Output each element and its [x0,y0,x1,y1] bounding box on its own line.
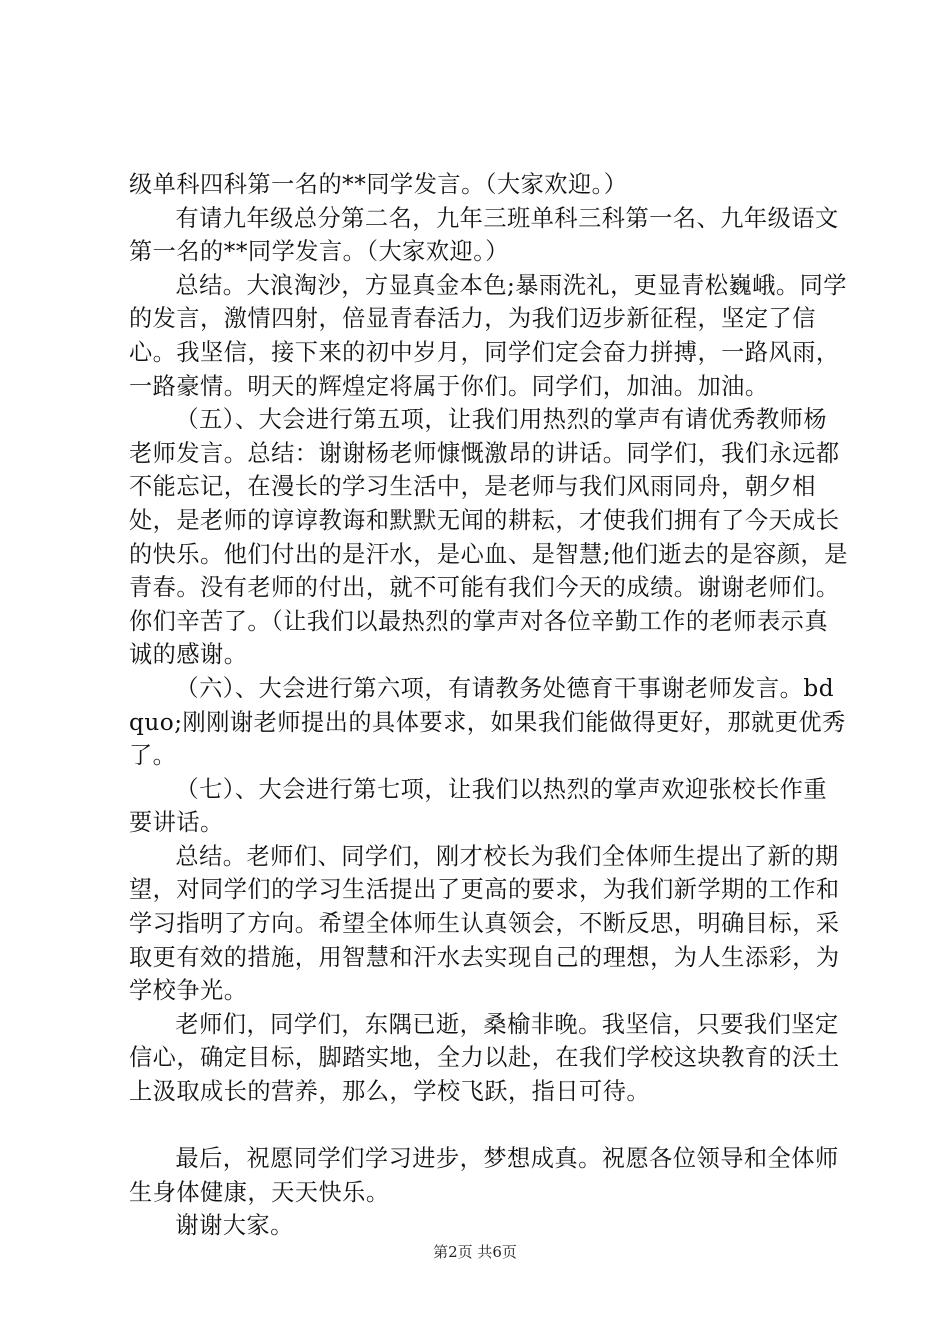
paragraph-summary-students: 总结。大浪淘沙，方显真金本色;暴雨洗礼，更显青松巍峨。同学的发言，激情四射，倍显青春活力，为我们迈步新征程，坚定了信心。我坚信，接下来的初中岁月，同学们定会奋力拼搏，一路风雨，一路豪情。明天的辉煌定将属于你们。同学们，加油。加油。 [129,271,847,400]
paragraph-second-place-invitation: 有请九年级总分第二名，九年三班单科三科第一名、九年级语文第一名的**同学发言。（大家欢迎。） [129,204,839,266]
paragraph-final-wishes: 最后，祝愿同学们学习进步，梦想成真。祝愿各位领导和全体师生身体健康，天天快乐。 [129,1145,839,1206]
paragraph-item-six: （六）、大会进行第六项，有请教务处德育干事谢老师发言。bdquo;刚刚谢老师提出的具体要求，如果我们能做得更好，那就更优秀了。 [129,674,846,770]
paragraph-spacer [129,1109,849,1143]
paragraph-thanks: 谢谢大家。 [175,1212,294,1240]
paragraph-summary-principal: 总结。老师们、同学们，刚才校长为我们全体师生提出了新的期望，对同学们的学习生活提出了更高的要求，为我们新学期的工作和学习指明了方向。希望全体师生认真领会，不断反思，明确目标，采取更有效的措施，用智慧和汗水去实现自己的理想，为人生添彩，为学校争光。 [129,842,840,1005]
paragraph-item-seven: （七）、大会进行第七项，让我们以热烈的掌声欢迎张校长作重要讲话。 [129,775,828,837]
paragraph-item-five: （五）、大会进行第五项，让我们用热烈的掌声有请优秀教师杨老师发言。总结：谢谢杨老师慷慨激昂的讲话。同学们，我们永远都不能忘记，在漫长的学习生活中，是老师与我们风雨同舟，朝夕相处，是老师的谆谆教诲和默默无闻的耕耘，才使我们拥有了今天成长的快乐。他们付出的是汗水，是心血、是智慧;他们逝去的是容颜，是青春。没有老师的付出，就不可能有我们今天的成绩。谢谢老师们。你们辛苦了。（让我们以最热烈的掌声对各位辛勤工作的老师表示真诚的感谢。 [129,406,848,669]
document-body [129,168,849,1243]
paragraph-closing-belief: 老师们，同学们，东隅已逝，桑榆非晚。我坚信，只要我们坚定信心，确定目标，脚踏实地，全力以赴，在我们学校这块教育的沃土上汲取成长的营养，那么，学校飞跃，指日可待。 [129,1010,840,1106]
paragraph-continuation: 级单科四科第一名的**同学发言。（大家欢迎。） [129,171,628,198]
page-number-footer: 第2页 共6页 [433,1243,517,1261]
